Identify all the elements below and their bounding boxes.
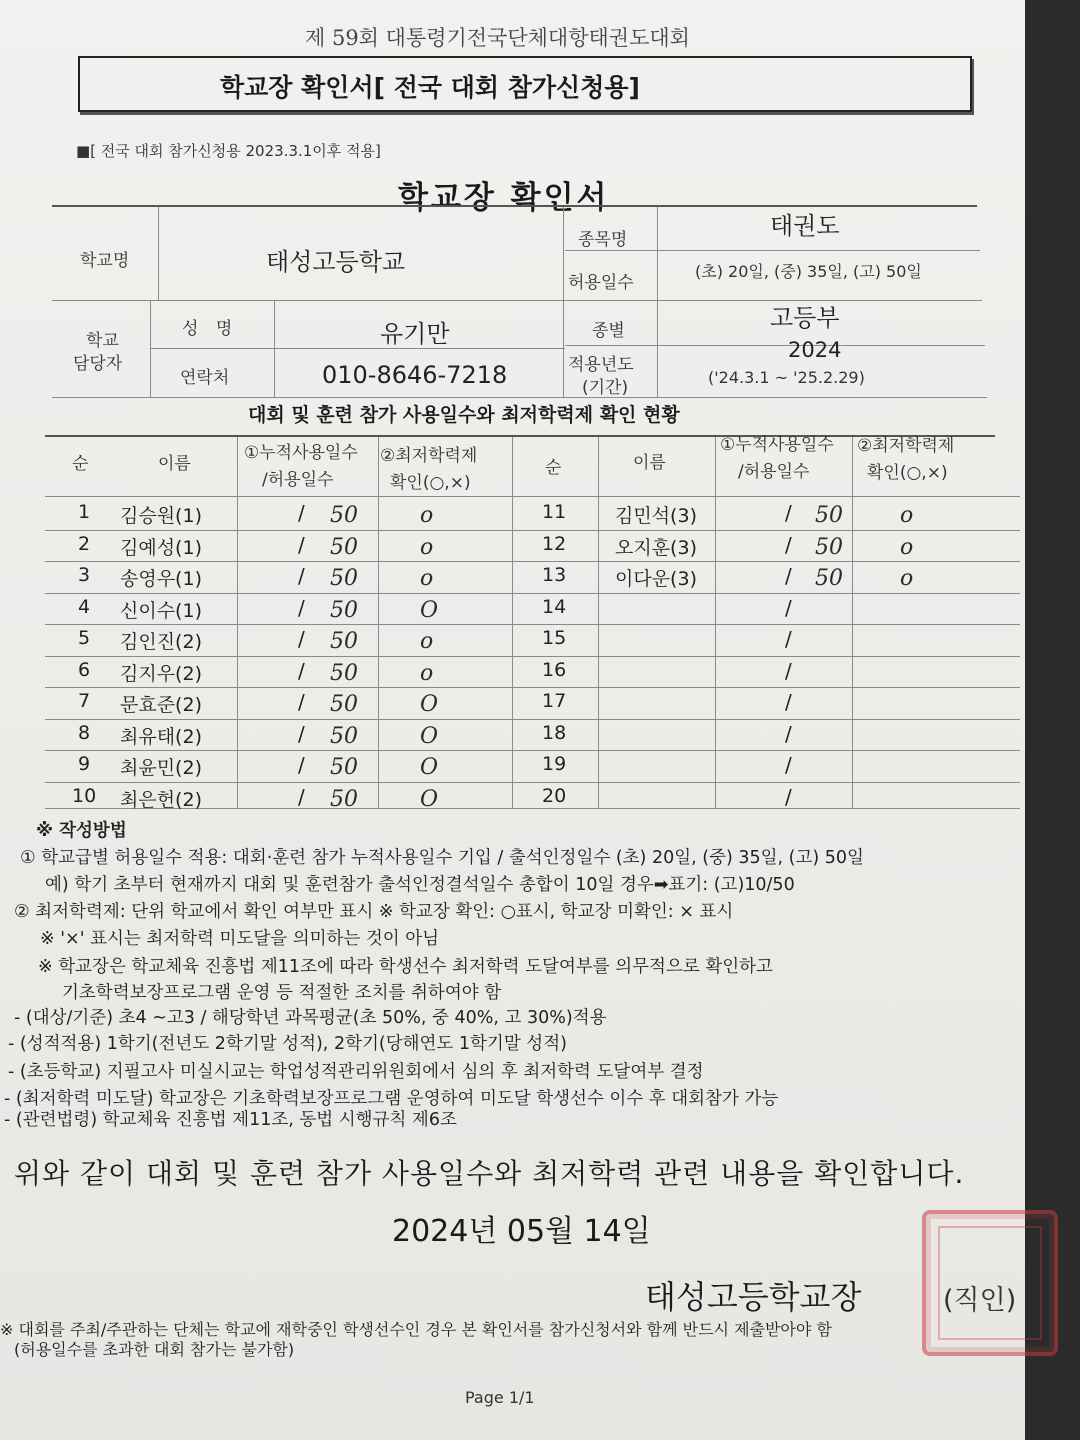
student-name: 최은헌(2) bbox=[120, 788, 202, 811]
row-divider bbox=[512, 656, 1020, 657]
info-col bbox=[657, 207, 658, 397]
method-line: - (대상/기준) 초4 ~고3 / 해당학년 과목평균(초 50%, 중 40%, 고 30%)적용 bbox=[14, 1008, 607, 1028]
edu-check-mark: o bbox=[420, 629, 434, 654]
manager-label: 학교 bbox=[86, 331, 119, 351]
edu-check-mark: O bbox=[420, 786, 439, 812]
allowed-days-mark: 50 bbox=[815, 534, 843, 560]
row-number: 8 bbox=[78, 721, 91, 744]
student-name: 문효준(2) bbox=[120, 694, 202, 716]
event-value: 태권도 bbox=[770, 212, 840, 240]
days-slash: / bbox=[298, 564, 305, 588]
year-label-2: (기간) bbox=[582, 378, 629, 398]
row-number: 14 bbox=[542, 595, 567, 618]
row-number: 19 bbox=[542, 753, 567, 775]
contact-value: 010-8646-7218 bbox=[322, 361, 508, 389]
days-slash: / bbox=[298, 690, 305, 714]
table-col bbox=[598, 437, 599, 808]
period-value: ('24.3.1 ~ '25.2.29) bbox=[708, 368, 865, 387]
table-title: 대회 및 훈련 참가 사용일수와 최저학력제 확인 현황 bbox=[248, 404, 680, 426]
row-divider bbox=[512, 750, 1020, 751]
row-number: 20 bbox=[542, 784, 567, 807]
days-slash: / bbox=[298, 658, 305, 683]
row-number: 10 bbox=[72, 784, 97, 807]
row-number: 3 bbox=[78, 564, 91, 586]
edu-check-mark: o bbox=[900, 503, 914, 528]
row-divider bbox=[512, 561, 1020, 562]
row-divider bbox=[45, 656, 512, 657]
year-label: 적용년도 bbox=[568, 355, 634, 375]
info-divider bbox=[565, 250, 980, 251]
edu-check-mark: o bbox=[420, 503, 434, 528]
days-slash: / bbox=[298, 627, 305, 651]
student-name: 김인진(2) bbox=[120, 631, 202, 653]
row-divider bbox=[512, 593, 1020, 594]
row-number: 1 bbox=[78, 501, 91, 523]
header-no: 순 bbox=[72, 454, 89, 474]
allowed-days-value: (초) 20일, (중) 35일, (고) 50일 bbox=[695, 262, 922, 281]
days-slash: / bbox=[785, 532, 792, 557]
allowed-days-mark: 50 bbox=[330, 629, 358, 654]
edu-check-mark: O bbox=[420, 723, 439, 749]
header-name-right: 이름 bbox=[633, 453, 666, 473]
header-no-right: 순 bbox=[545, 458, 562, 478]
event-title: 제 59회 대통령기전국단체대항태권도대회 bbox=[305, 26, 690, 50]
days-slash: / bbox=[785, 595, 792, 620]
row-divider bbox=[45, 782, 512, 783]
method-line: ① 학교급별 허용일수 적용: 대회·훈련 참가 누적사용일수 기입 / 출석인정일수 (초) 20일, (중) 35일, (고) 50일 bbox=[20, 848, 864, 868]
header-name: 이름 bbox=[158, 454, 191, 474]
info-col bbox=[150, 300, 151, 397]
method-title: ※ 작성방법 bbox=[36, 821, 127, 841]
row-number: 6 bbox=[78, 658, 91, 681]
edu-check-mark: O bbox=[420, 755, 439, 780]
principal-signature: 태성고등학교장 bbox=[645, 1278, 862, 1316]
form-title: 학교장 확인서[ 전국 대회 참가신청용] bbox=[220, 73, 640, 102]
table-col bbox=[852, 437, 853, 808]
confirmation-text: 위와 같이 대회 및 훈련 참가 사용일수와 최저학력 관련 내용을 확인합니다. bbox=[14, 1157, 965, 1190]
days-slash: / bbox=[785, 690, 792, 714]
name-label: 성 명 bbox=[182, 319, 239, 339]
edu-check-mark: O bbox=[420, 692, 439, 717]
days-slash: / bbox=[785, 784, 792, 809]
days-slash: / bbox=[785, 753, 792, 777]
row-number: 11 bbox=[542, 501, 567, 523]
header-days-right-2: /허용일수 bbox=[738, 462, 810, 482]
days-slash: / bbox=[298, 532, 305, 557]
days-slash: / bbox=[298, 501, 305, 525]
info-divider bbox=[565, 345, 985, 346]
student-name: 신이수(1) bbox=[120, 599, 202, 622]
row-number: 13 bbox=[542, 564, 567, 586]
allowed-days-mark: 50 bbox=[330, 566, 358, 591]
table-col bbox=[237, 437, 238, 808]
row-divider bbox=[45, 719, 512, 720]
row-divider bbox=[512, 687, 1020, 688]
row-divider bbox=[45, 561, 512, 562]
days-slash: / bbox=[785, 564, 792, 588]
method-line: - (최저학력 미도달) 학교장은 기초학력보장프로그램 운영하여 미도달 학생선수 이수 후 대회참가 가능 bbox=[4, 1089, 779, 1109]
header-days: ①누적사용일수 bbox=[244, 443, 358, 463]
row-divider bbox=[512, 530, 1020, 531]
edu-check-mark: o bbox=[900, 566, 914, 591]
page-number: Page 1/1 bbox=[465, 1388, 535, 1407]
edu-check-mark: o bbox=[420, 566, 434, 591]
school-name: 태성고등학교 bbox=[266, 248, 406, 276]
student-name: 최유태(2) bbox=[120, 725, 202, 748]
header-edu: ②최저학력제 bbox=[380, 446, 478, 466]
days-slash: / bbox=[298, 784, 305, 809]
student-name: 최윤민(2) bbox=[120, 757, 202, 779]
row-number: 9 bbox=[78, 753, 91, 775]
event-label: 종목명 bbox=[578, 230, 628, 250]
row-number: 15 bbox=[542, 627, 567, 649]
notice-text: ■[ 전국 대회 참가신청용 2023.3.1이후 적용] bbox=[76, 142, 381, 160]
page-title: 학교장 확인서 bbox=[398, 180, 610, 216]
row-number: 17 bbox=[542, 690, 567, 712]
method-line: - (관련법령) 학교체육 진흥법 제11조, 동법 시행규칙 제6조 bbox=[4, 1110, 457, 1130]
document-date: 2024년 05월 14일 bbox=[392, 1214, 651, 1249]
method-line: 기초학력보장프로그램 운영 등 적절한 조치를 취하여야 함 bbox=[62, 983, 502, 1003]
school-label: 학교명 bbox=[80, 251, 130, 271]
method-line: ※ '×' 표시는 최저학력 미도달을 의미하는 것이 아님 bbox=[40, 929, 440, 949]
student-name: 김민석(3) bbox=[615, 505, 697, 527]
row-number: 2 bbox=[78, 532, 91, 555]
table-header-border bbox=[45, 496, 1020, 497]
header-edu-right: ②최저학력제 bbox=[857, 436, 955, 456]
method-line: ② 최저학력제: 단위 학교에서 확인 여부만 표시 ※ 학교장 확인: ○표시, 학교장 미확인: × 표시 bbox=[14, 902, 734, 922]
method-line: - (초등학교) 지필고사 미실시교는 학업성적관리위원회에서 심의 후 최저학력 도달여부 결정 bbox=[8, 1062, 704, 1082]
student-name: 오지훈(3) bbox=[615, 536, 697, 559]
days-slash: / bbox=[785, 501, 792, 525]
days-slash: / bbox=[298, 721, 305, 746]
manager-label-2: 담당자 bbox=[73, 354, 123, 374]
student-name: 김예성(1) bbox=[120, 536, 202, 559]
table-col bbox=[512, 437, 513, 808]
header-edu-2: 확인(○,×) bbox=[390, 473, 471, 493]
info-col bbox=[158, 207, 159, 300]
student-name: 김지우(2) bbox=[120, 662, 202, 685]
edu-check-mark: O bbox=[420, 597, 439, 623]
allowed-days-mark: 50 bbox=[330, 755, 358, 780]
row-divider bbox=[45, 530, 512, 531]
table-col bbox=[715, 437, 716, 808]
header-days-right: ①누적사용일수 bbox=[720, 435, 834, 455]
seal-label: (직인) bbox=[943, 1285, 1017, 1316]
days-slash: / bbox=[785, 658, 792, 683]
edu-check-mark: o bbox=[900, 534, 914, 560]
info-divider bbox=[150, 348, 565, 349]
allowed-days-mark: 50 bbox=[330, 503, 358, 528]
allowed-days-mark: 50 bbox=[330, 534, 358, 560]
info-bottom-border bbox=[52, 397, 987, 398]
row-divider bbox=[45, 750, 512, 751]
table-col bbox=[378, 437, 379, 808]
info-col bbox=[563, 207, 564, 397]
footnote-line: ※ 대회를 주최/주관하는 단체는 학교에 재학중인 학생선수인 경우 본 확인서를 참가신청서와 함께 반드시 제출받아야 함 bbox=[0, 1320, 832, 1339]
method-line: - (성적적용) 1학기(전년도 2학기말 성적), 2학기(당해연도 1학기말 성적) bbox=[8, 1034, 567, 1054]
header-days-2: /허용일수 bbox=[262, 470, 334, 490]
allowed-days-mark: 50 bbox=[815, 503, 843, 528]
header-edu-right-2: 확인(○,×) bbox=[867, 463, 948, 483]
allowed-days-label: 허용일수 bbox=[568, 273, 634, 293]
days-slash: / bbox=[785, 721, 792, 746]
allowed-days-mark: 50 bbox=[815, 566, 843, 591]
edu-check-mark: o bbox=[420, 660, 434, 686]
allowed-days-mark: 50 bbox=[330, 723, 358, 749]
footnote-line: (허용일수를 초과한 대회 참가는 불가함) bbox=[14, 1340, 295, 1359]
method-line: ※ 학교장은 학교체육 진흥법 제11조에 따라 학생선수 최저학력 도달여부를 의무적으로 확인하고 bbox=[38, 957, 773, 977]
allowed-days-mark: 50 bbox=[330, 786, 358, 812]
days-slash: / bbox=[298, 753, 305, 777]
row-number: 16 bbox=[542, 658, 567, 681]
row-number: 18 bbox=[542, 721, 567, 744]
info-divider bbox=[52, 300, 982, 301]
row-divider bbox=[512, 782, 1020, 783]
days-slash: / bbox=[298, 595, 305, 620]
row-number: 5 bbox=[78, 627, 91, 649]
allowed-days-mark: 50 bbox=[330, 597, 358, 623]
contact-label: 연락처 bbox=[180, 368, 230, 388]
row-divider bbox=[512, 624, 1020, 625]
method-line: 예) 학기 초부터 현재까지 대회 및 훈련참가 출석인정결석일수 총합이 10일 경우➡표기: (고)10/50 bbox=[45, 875, 795, 895]
info-col bbox=[274, 300, 275, 397]
manager-name: 유기만 bbox=[380, 320, 450, 348]
allowed-days-mark: 50 bbox=[330, 660, 358, 686]
row-divider bbox=[45, 624, 512, 625]
row-number: 4 bbox=[78, 595, 91, 618]
row-divider bbox=[45, 593, 512, 594]
row-divider bbox=[45, 687, 512, 688]
student-name: 이다운(3) bbox=[615, 568, 697, 590]
row-number: 7 bbox=[78, 690, 91, 712]
division-label: 종별 bbox=[592, 321, 625, 341]
row-divider bbox=[512, 719, 1020, 720]
student-name: 김승원(1) bbox=[120, 505, 202, 527]
year-value: 2024 bbox=[788, 338, 842, 362]
student-name: 송영우(1) bbox=[120, 568, 202, 590]
division-value: 고등부 bbox=[770, 304, 840, 332]
days-slash: / bbox=[785, 627, 792, 651]
edu-check-mark: o bbox=[420, 534, 434, 560]
allowed-days-mark: 50 bbox=[330, 692, 358, 717]
row-number: 12 bbox=[542, 532, 567, 555]
